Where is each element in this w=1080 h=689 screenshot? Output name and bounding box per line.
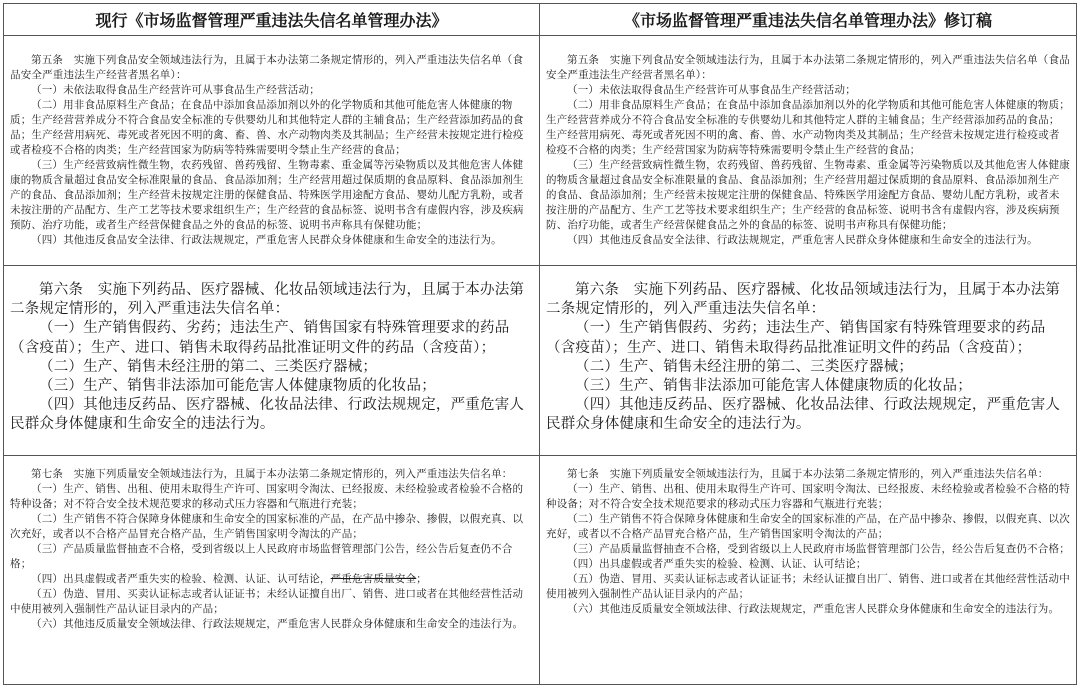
- article-6-item-4: （四）其他违反药品、医疗器械、化妆品法律、行政法规规定，严重危害人民群众身体健康和生命安全的违法行为。: [546, 397, 1061, 433]
- article-6-item-1: （一）生产销售假药、劣药；违法生产、销售国家有特殊管理要求的药品（含疫苗）；生产、进口、销售未取得药品批准证明文件的药品（含疫苗）；: [10, 320, 510, 356]
- article-7-item-6: （六）其他违反质量安全领域法律、行政法规规定，严重危害人民群众身体健康和生命安全的违法行为。: [567, 603, 1060, 615]
- current-article-5: [4, 36, 540, 266]
- article-5-intro: 第五条 实施下列食品安全领域违法行为，且属于本办法第二条规定情形的，列入严重违法失信名单（食品安全严重违法生产经营者黑名单）：: [10, 54, 524, 81]
- article-7-intro: 第七条 实施下列质量安全领域违法行为，且属于本办法第二条规定情形的，列入严重违法失信名单：: [567, 468, 1049, 480]
- article-7-item-2: （二）生产销售不符合保障身体健康和生命安全的国家标准的产品，在产品中掺杂、掺假，以假充真、以次充好，或者以不合格产品冒充合格产品，生产销售国家明令淘汰的产品；: [546, 513, 1070, 540]
- header-revised-version: 《市场监督管理严重违法失信名单管理办法》修订稿: [540, 4, 1077, 36]
- deleted-text: 严重危害质量安全: [330, 573, 417, 585]
- article-6-item-2: （二）生产、销售未经注册的第二、三类医疗器械；: [39, 358, 378, 375]
- article-6-item-4: （四）其他违反药品、医疗器械、化妆品法律、行政法规规定，严重危害人民群众身体健康和生命安全的违法行为。: [10, 397, 525, 433]
- article-7-item-1: （一）生产、销售、出租、使用未取得生产许可、国家明令淘汰、已经报废、未经检验或者检验不合格的特种设备；对不符合安全技术规范要求的移动式压力容器和气瓶进行充装；: [546, 483, 1070, 510]
- article-7-item-4-text: （四）出具虚假或者严重失实的检验、检测、认证、认可结论，: [31, 573, 331, 585]
- article-7-item-2: （二）生产销售不符合保障身体健康和生命安全的国家标准的产品，在产品中掺杂、掺假，以假充真、以次充好，或者以不合格产品冒充合格产品，生产销售国家明令淘汰的产品；: [10, 513, 524, 540]
- article-5-item-2: （二）用非食品原料生产食品；在食品中添加食品添加剂以外的化学物质和其他可能危害人体健康的物质；生产经营营养成分不符合食品安全标准的专供婴幼儿和其他特定人群的主辅食品；生产经营添加药品的食品；生产经营用病死、毒死或者死因不明的禽、畜、兽、水产动物肉类及其制品；生产经营未按规定进行检疫或者检疫不合格的肉类；生产经营国家为防病等特殊需要明令禁止生产经营的食品；: [10, 99, 524, 156]
- current-article-6: [4, 266, 540, 456]
- revised-article-6: [540, 266, 1077, 456]
- article-5-item-3: （三）生产经营致病性微生物，农药残留、兽药残留、生物毒素、重金属等污染物质以及其他危害人体健康的物质含量超过食品安全标准限量的食品、食品添加剂；生产经营用超过保质期的食品原料、食品添加剂生产的食品、食品添加剂；生产经营未按规定注册的保健食品、特殊医学用途配方食品、婴幼儿配方乳粉，或者未按注册的产品配方、生产工艺等技术要求组织生产；生产经营的食品标签、说明书含有虚假内容，涉及疾病预防、治疗功能，或者生产经营保健食品之外的食品的标签、说明书声称具有保健功能；: [546, 159, 1070, 231]
- article-7-intro: 第七条 实施下列质量安全领域违法行为，且属于本办法第二条规定情形的，列入严重违法失信名单：: [31, 468, 513, 480]
- article-6-intro: 第六条 实施下列药品、医疗器械、化妆品领域违法行为，且属于本办法第二条规定情形的，列入严重违法失信名单：: [546, 282, 1061, 318]
- revised-article-7: [540, 456, 1077, 685]
- header-current-version: 现行《市场监督管理严重违法失信名单管理办法》: [4, 4, 540, 36]
- article-7-item-4: [10, 572, 533, 587]
- article-6-intro: 第六条 实施下列药品、医疗器械、化妆品领域违法行为，且属于本办法第二条规定情形的，列入严重违法失信名单：: [10, 282, 525, 318]
- article-5-item-4: （四）其他违反食品安全法律、行政法规规定，严重危害人民群众身体健康和生命安全的违法行为。: [31, 234, 502, 246]
- current-article-7: [4, 456, 540, 685]
- revised-article-5: [540, 36, 1077, 266]
- article-5-item-4: （四）其他违反食品安全法律、行政法规规定，严重危害人民群众身体健康和生命安全的违法行为。: [567, 234, 1038, 246]
- article-7-item-5: （五）伪造、冒用、买卖认证标志或者认证证书；未经认证擅自出厂、销售、进口或者在其他经营性活动中使用被列入强制性产品认证目录内的产品；: [10, 588, 524, 615]
- article-7-item-3: （三）产品质量监督抽查不合格，受到省级以上人民政府市场监督管理部门公告，经公告后复查仍不合格；: [10, 543, 513, 570]
- article-6-item-3: （三）生产、销售非法添加可能危害人体健康物质的化妆品；: [575, 378, 972, 395]
- article-7-item-6: （六）其他违反质量安全领域法律、行政法规规定，严重危害人民群众身体健康和生命安全的违法行为。: [31, 618, 524, 630]
- article-5-item-2: （二）用非食品原料生产食品；在食品中添加食品添加剂以外的化学物质和其他可能危害人体健康的物质；生产经营营养成分不符合食品安全标准的专供婴幼儿和其他特定人群的主辅食品；生产经营添加药品的食品；生产经营用病死、毒死或者死因不明的禽、畜、兽、水产动物肉类及其制品；生产经营未按规定进行检疫或者检疫不合格的肉类；生产经营国家为防病等特殊需要明令禁止生产经营的食品；: [546, 99, 1070, 156]
- article-6-item-2: （二）生产、销售未经注册的第二、三类医疗器械；: [575, 358, 914, 375]
- article-5-item-1: （一）未依法取得食品生产经营许可从事食品生产经营活动；: [31, 84, 320, 96]
- article-7-item-1: （一）生产、销售、出租、使用未取得生产许可、国家明令淘汰、已经报废、未经检验或者检验不合格的特种设备；对不符合安全技术规范要求的移动式压力容器和气瓶进行充装；: [10, 483, 524, 510]
- article-6-item-3: （三）生产、销售非法添加可能危害人体健康物质的化妆品；: [39, 378, 436, 395]
- article-5-item-1: （一）未依法取得食品生产经营许可从事食品生产经营活动；: [567, 84, 856, 96]
- article-7-item-3: （三）产品质量监督抽查不合格，受到省级以上人民政府市场监督管理部门公告，经公告后复查仍不合格；: [567, 543, 1070, 555]
- article-5-intro: 第五条 实施下列食品安全领域违法行为，且属于本办法第二条规定情形的，列入严重违法失信名单（食品安全严重违法生产经营者黑名单）：: [546, 54, 1070, 81]
- article-7-item-4: （四）出具虚假或者严重失实的检验、检测、认证、认可结论；: [567, 558, 867, 570]
- article-6-item-1: （一）生产销售假药、劣药；违法生产、销售国家有特殊管理要求的药品（含疫苗）；生产、进口、销售未取得药品批准证明文件的药品（含疫苗）；: [546, 320, 1046, 356]
- article-7-item-4-end: ；: [416, 573, 427, 585]
- article-7-item-5: （五）伪造、冒用、买卖认证标志或者认证证书；未经认证擅自出厂、销售、进口或者在其他经营性活动中使用被列入强制性产品认证目录内的产品；: [546, 573, 1070, 600]
- article-5-item-3: （三）生产经营致病性微生物，农药残留、兽药残留、生物毒素、重金属等污染物质以及其他危害人体健康的物质含量超过食品安全标准限量的食品、食品添加剂；生产经营用超过保质期的食品原料、食品添加剂生产的食品、食品添加剂；生产经营未按规定注册的保健食品、特殊医学用途配方食品、婴幼儿配方乳粉，或者未按注册的产品配方、生产工艺等技术要求组织生产；生产经营的食品标签、说明书含有虚假内容，涉及疾病预防、治疗功能，或者生产经营保健食品之外的食品的标签、说明书声称具有保健功能；: [10, 159, 524, 231]
- comparison-table: [3, 3, 1076, 684]
